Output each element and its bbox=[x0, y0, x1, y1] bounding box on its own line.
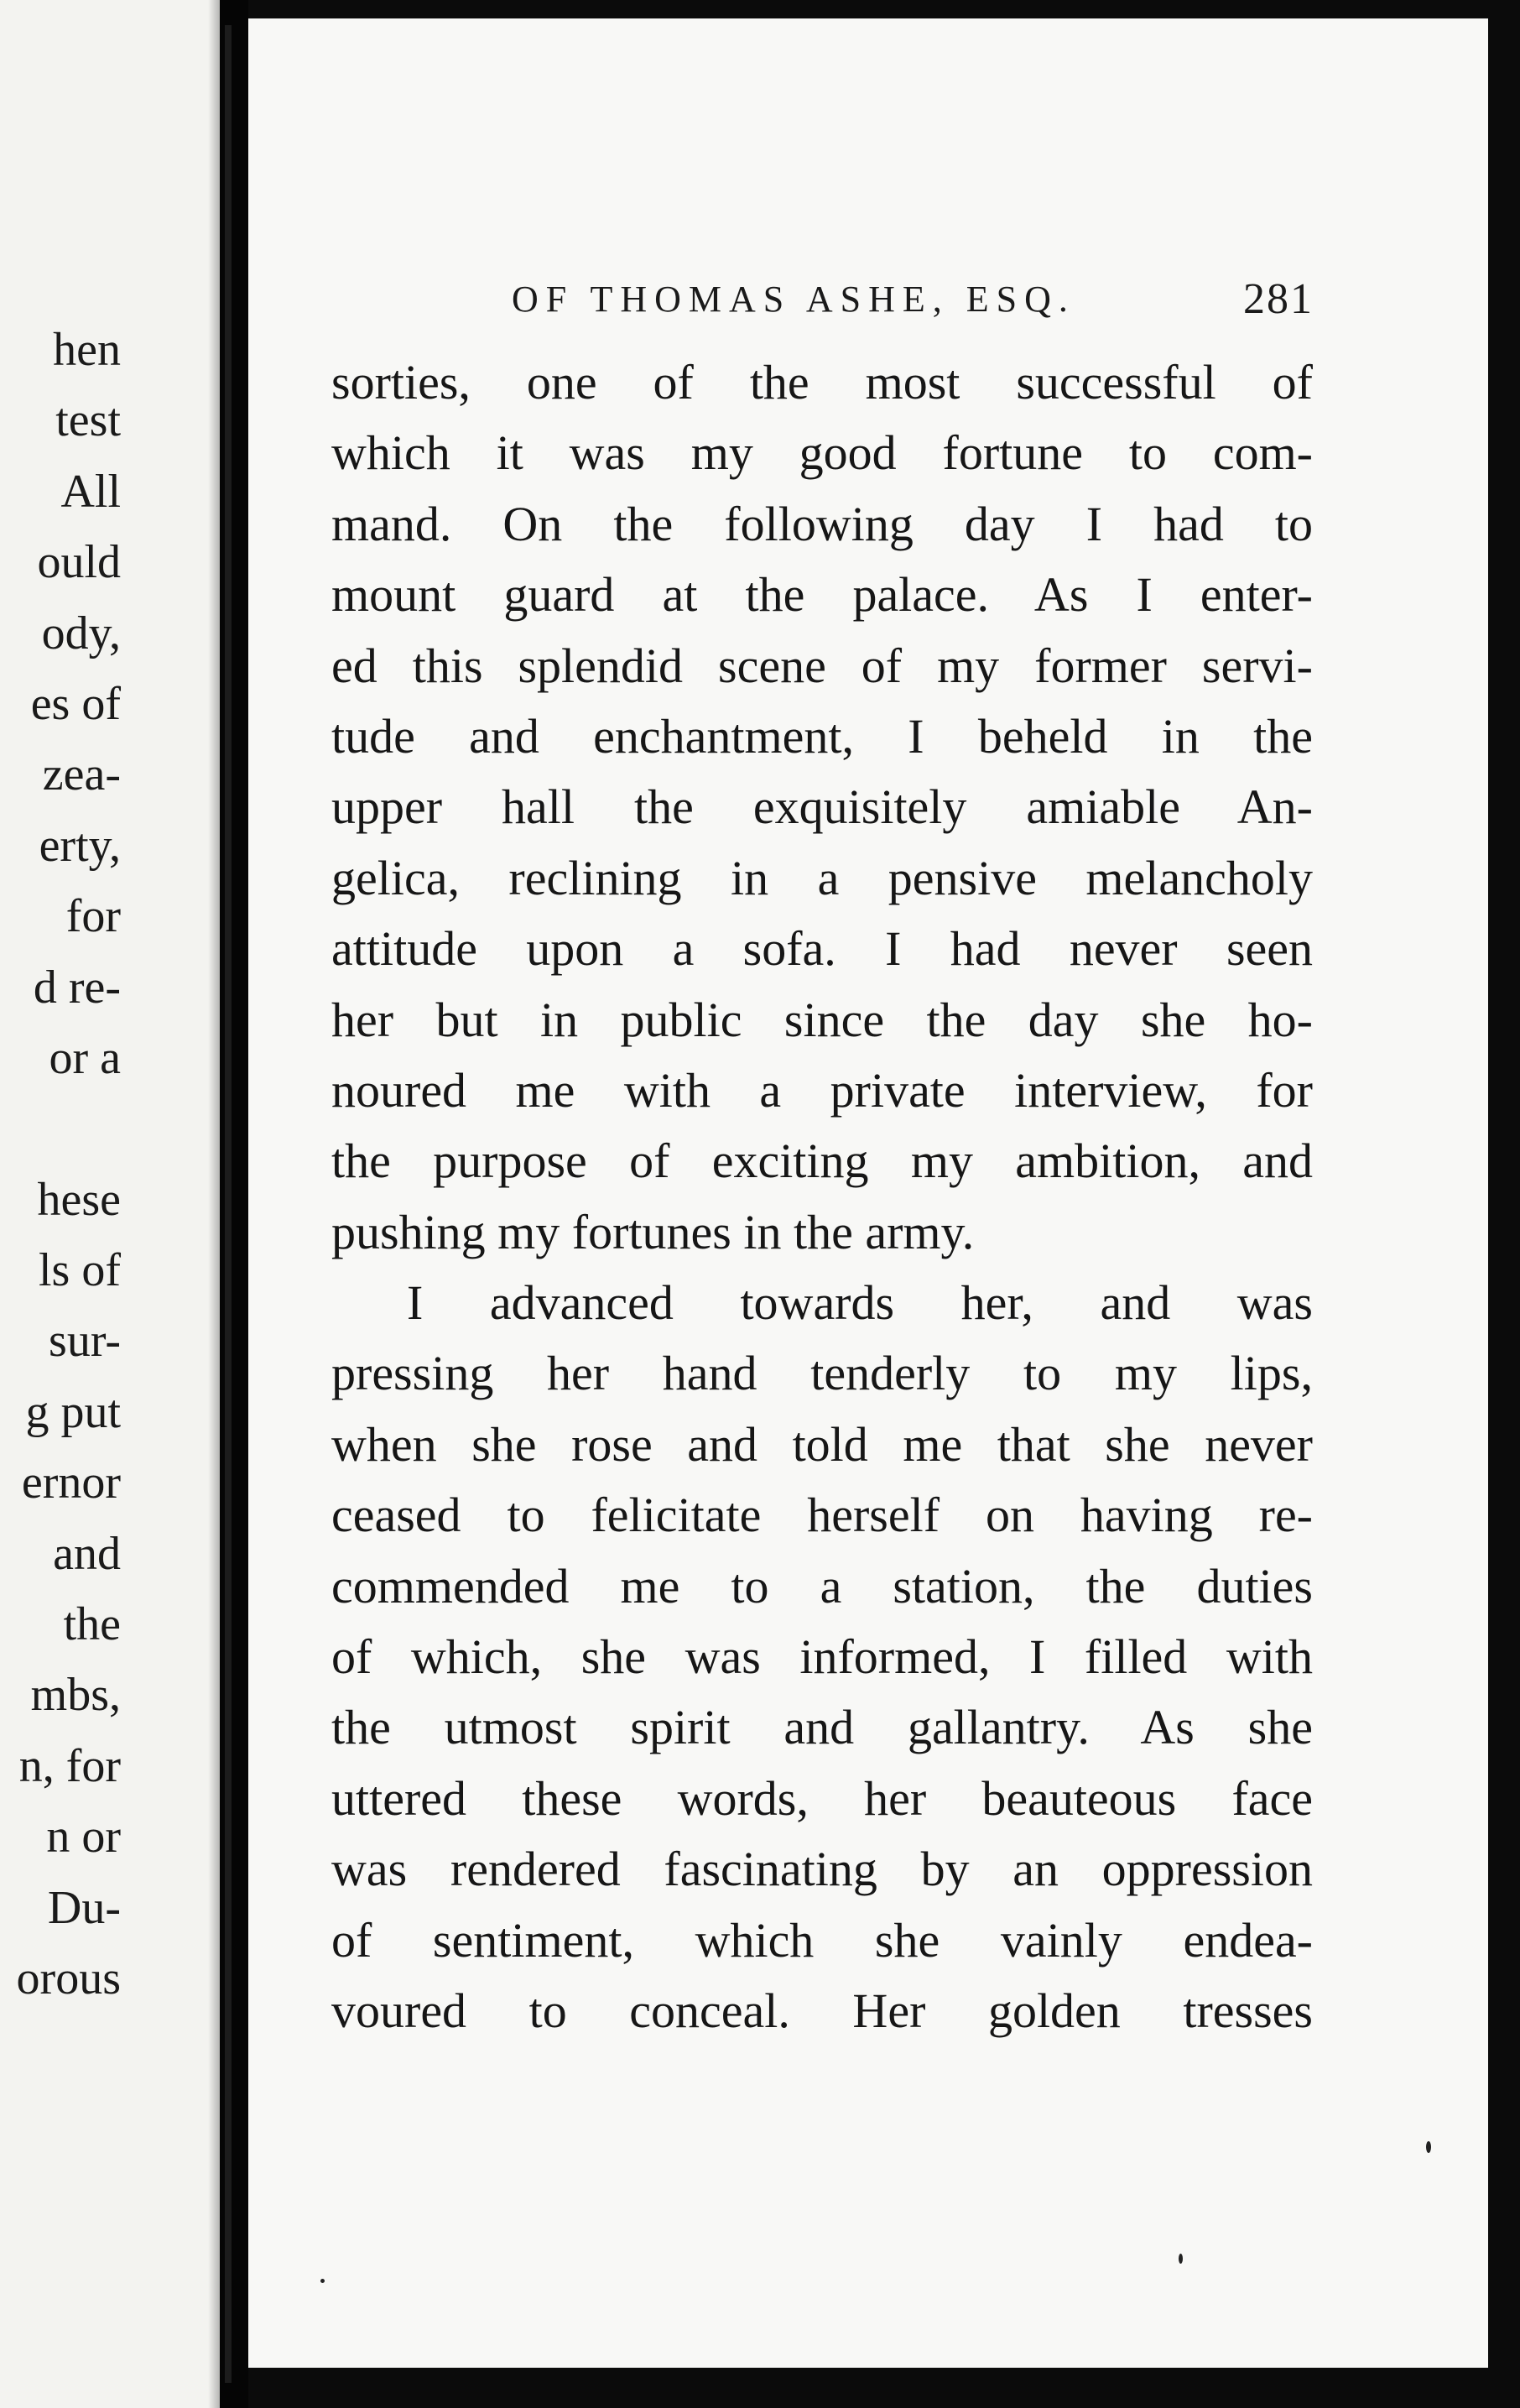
previous-page-line: the bbox=[63, 1598, 121, 1651]
text-line: gelica, reclining in a pensive melancholy bbox=[331, 850, 1313, 905]
ink-speck bbox=[1179, 2254, 1183, 2264]
page-header bbox=[512, 262, 1314, 337]
gutter-fold bbox=[225, 25, 232, 2383]
previous-page-line: ernor bbox=[21, 1457, 121, 1509]
ink-speck bbox=[320, 2279, 325, 2283]
page-number: 281 bbox=[1243, 275, 1314, 323]
previous-page-line: hen bbox=[53, 324, 121, 376]
text-line: the utmost spirit and gallantry. As she bbox=[331, 1700, 1313, 1755]
previous-page-text bbox=[0, 315, 121, 2014]
text-line: tude and enchantment, I beheld in the bbox=[331, 708, 1313, 764]
previous-page-line: es of bbox=[30, 677, 121, 730]
previous-page-line: g put bbox=[25, 1385, 121, 1438]
previous-page-line: ould bbox=[37, 536, 121, 589]
text-line: mand. On the following day I had to bbox=[331, 496, 1313, 551]
text-line: attitude upon a sofa. I had never seen bbox=[331, 921, 1313, 977]
text-line: voured to conceal. Her golden tresses bbox=[331, 1983, 1313, 2038]
previous-page-line: ls of bbox=[39, 1244, 121, 1297]
previous-page-line: d re- bbox=[33, 961, 121, 1014]
text-line: noured me with a private interview, for bbox=[331, 1062, 1313, 1118]
previous-page-line: mbs, bbox=[30, 1669, 121, 1722]
text-line: uttered these words, her beauteous face bbox=[331, 1770, 1313, 1826]
previous-page-line: n, for bbox=[18, 1739, 121, 1792]
page-edge-shadow bbox=[208, 0, 220, 2408]
text-line: pressing her hand tenderly to my lips, bbox=[331, 1346, 1313, 1401]
previous-page-fragment bbox=[0, 0, 220, 2408]
previous-page-line: sur- bbox=[49, 1315, 121, 1368]
text-line: I advanced towards her, and was bbox=[407, 1275, 1313, 1331]
previous-page-line: zea- bbox=[42, 748, 121, 801]
text-line: was rendered fascinating by an oppression bbox=[331, 1842, 1313, 1897]
previous-page-line: hese bbox=[37, 1173, 121, 1226]
text-line: sorties, one of the most successful of bbox=[331, 355, 1313, 409]
previous-page-line: test bbox=[55, 394, 121, 447]
text-line: of which, she was informed, I filled with bbox=[331, 1629, 1313, 1685]
previous-page-line bbox=[0, 1093, 121, 1164]
text-line: when she rose and told me that she never bbox=[331, 1416, 1313, 1472]
text-line: the purpose of exciting my ambition, and bbox=[331, 1134, 1313, 1189]
text-line: pushing my fortunes in the army. bbox=[331, 1204, 975, 1259]
previous-page-line: Du- bbox=[47, 1881, 121, 1934]
previous-page-line: for bbox=[65, 890, 121, 943]
previous-page-line: n or bbox=[46, 1811, 121, 1863]
text-line: commended me to a station, the duties bbox=[331, 1558, 1313, 1613]
running-head: OF THOMAS ASHE, ESQ. bbox=[512, 279, 1075, 320]
previous-page-line: and bbox=[53, 1527, 121, 1580]
previous-page-line: orous bbox=[16, 1952, 121, 2004]
text-line: ceased to felicitate herself on having re- bbox=[331, 1488, 1313, 1543]
previous-page-line: ody, bbox=[41, 607, 121, 659]
right-page-edge bbox=[1488, 0, 1520, 2408]
text-line: upper hall the exquisitely amiable An- bbox=[331, 779, 1313, 835]
text-line: of sentiment, which she vainly endea- bbox=[331, 1912, 1313, 1968]
previous-page-line: erty, bbox=[39, 819, 121, 872]
text-line: which it was my good fortune to com- bbox=[331, 425, 1313, 481]
previous-page-line: All bbox=[60, 465, 121, 518]
page-body-text bbox=[331, 347, 1313, 2046]
text-line: her but in public since the day she ho- bbox=[331, 992, 1313, 1047]
text-line: ed this splendid scene of my former servi- bbox=[331, 638, 1313, 693]
ink-speck bbox=[1426, 2141, 1431, 2153]
previous-page-line: or a bbox=[49, 1031, 121, 1084]
text-line: mount guard at the palace. As I enter- bbox=[331, 567, 1313, 623]
